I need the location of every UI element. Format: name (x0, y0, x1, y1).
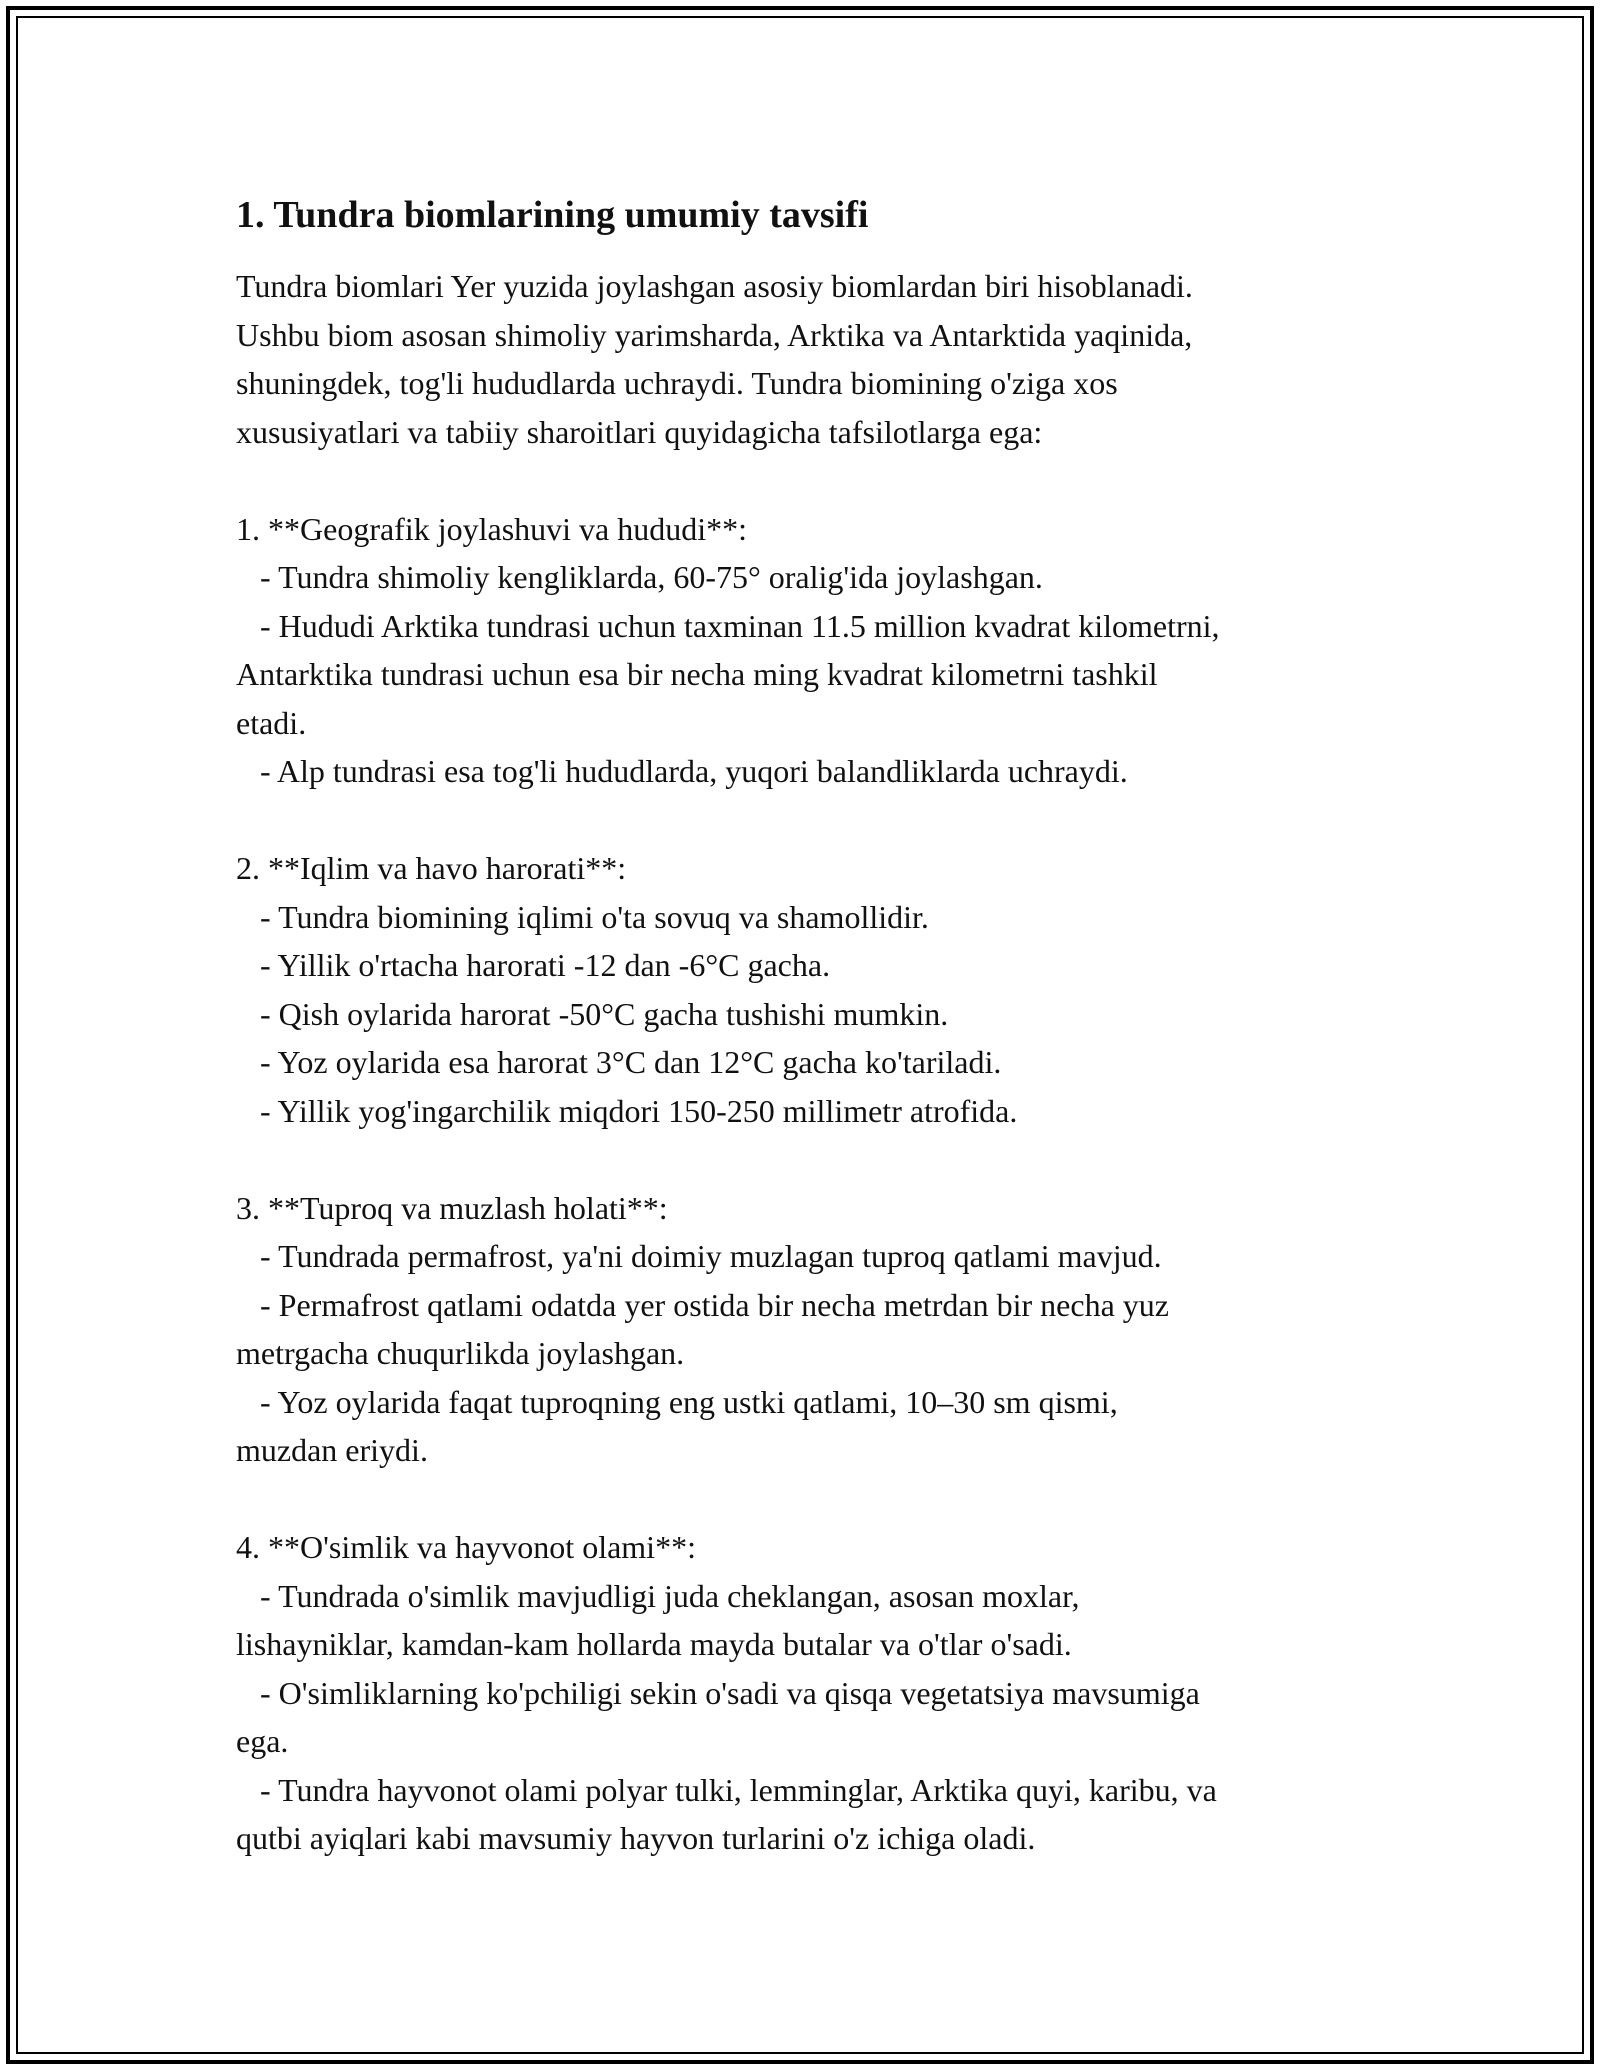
paragraph-spacer (236, 1135, 1376, 1184)
document-title: 1. Tundra biomlarining umumiy tavsifi (236, 194, 869, 236)
section-line: - Yoz oylarida faqat tuproqning eng ustki qatlami, 10–30 sm qismi, (236, 1383, 1118, 1420)
section-line: - Alp tundrasi esa tog'li hududlarda, yuqori balandliklarda uchraydi. (236, 753, 1128, 789)
section-line: qutbi ayiqlari kabi mavsumiy hayvon turlarini o'z ichiga oladi. (236, 1820, 1036, 1856)
section-line: - Tundra biomining iqlimi o'ta sovuq va shamollidir. (236, 898, 929, 935)
section-line: - Tundrada permafrost, ya'ni doimiy muzlagan tuproq qatlami mavjud. (236, 1238, 1162, 1274)
section-line: - Hududi Arktika tundrasi uchun taxminan 11.5 million kvadrat kilometrni, (236, 607, 1220, 644)
section-heading: 3. **Tuproq va muzlash holati**: (236, 1189, 668, 1226)
paragraph-spacer (236, 456, 1376, 505)
section-heading: 1. **Geografik joylashuvi va hududi**: (236, 510, 748, 547)
section-heading: 2. **Iqlim va havo harorati**: (236, 850, 627, 886)
intro-line: Ushbu biom asosan shimoliy yarimsharda, Arktika va Antarktida yaqinida, (236, 316, 1193, 353)
section-line: - Tundra hayvonot olami polyar tulki, lemminglar, Arktika quyi, karibu, va (236, 1771, 1217, 1808)
section-flora-fauna (236, 1523, 1376, 1863)
section-line: Antarktika tundrasi uchun esa bir necha ming kvadrat kilometrni tashkil (236, 656, 1158, 692)
paragraph-spacer (236, 1475, 1376, 1524)
section-line: - O'simliklarning ko'pchiligi sekin o'sadi va qisqa vegetatsiya mavsumiga (236, 1674, 1200, 1711)
section-line: ega. (236, 1723, 289, 1759)
section-geography (236, 505, 1376, 796)
section-line: - Tundrada o'simlik mavjudligi juda cheklangan, asosan moxlar, (236, 1577, 1080, 1614)
intro-paragraph (236, 262, 1376, 456)
section-line: - Permafrost qatlami odatda yer ostida bir necha metrdan bir necha yuz (236, 1286, 1169, 1323)
section-line: metrgacha chuqurlikda joylashgan. (236, 1335, 685, 1371)
section-line: lishayniklar, kamdan-kam hollarda mayda butalar va o'tlar o'sadi. (236, 1626, 1072, 1662)
section-line: - Qish oylarida harorat -50°C gacha tushishi mumkin. (236, 995, 949, 1032)
paragraph-spacer (236, 796, 1376, 845)
section-line: - Tundra shimoliy kengliklarda, 60-75° oralig'ida joylashgan. (236, 559, 1043, 595)
section-line: etadi. (236, 704, 307, 741)
section-line: - Yoz oylarida esa harorat 3°C dan 12°C gacha ko'tariladi. (236, 1044, 1002, 1080)
document-body (236, 188, 1376, 1863)
section-climate (236, 844, 1376, 1135)
document-text (236, 262, 1376, 1863)
section-line: muzdan eriydi. (236, 1432, 428, 1468)
section-line: - Yillik o'rtacha harorati -12 dan -6°C gacha. (236, 947, 831, 983)
section-soil (236, 1184, 1376, 1475)
section-heading: 4. **O'simlik va hayvonot olami**: (236, 1529, 696, 1565)
section-line: - Yillik yog'ingarchilik miqdori 150-250 millimetr atrofida. (236, 1092, 1018, 1129)
intro-line: xususiyatlari va tabiiy sharoitlari quyidagicha tafsilotlarga ega: (236, 413, 1043, 450)
intro-line: shuningdek, tog'li hududlarda uchraydi. Tundra biomining o'ziga xos (236, 365, 1118, 401)
intro-line: Tundra biomlari Yer yuzida joylashgan asosiy biomlardan biri hisoblanadi. (236, 268, 1193, 304)
